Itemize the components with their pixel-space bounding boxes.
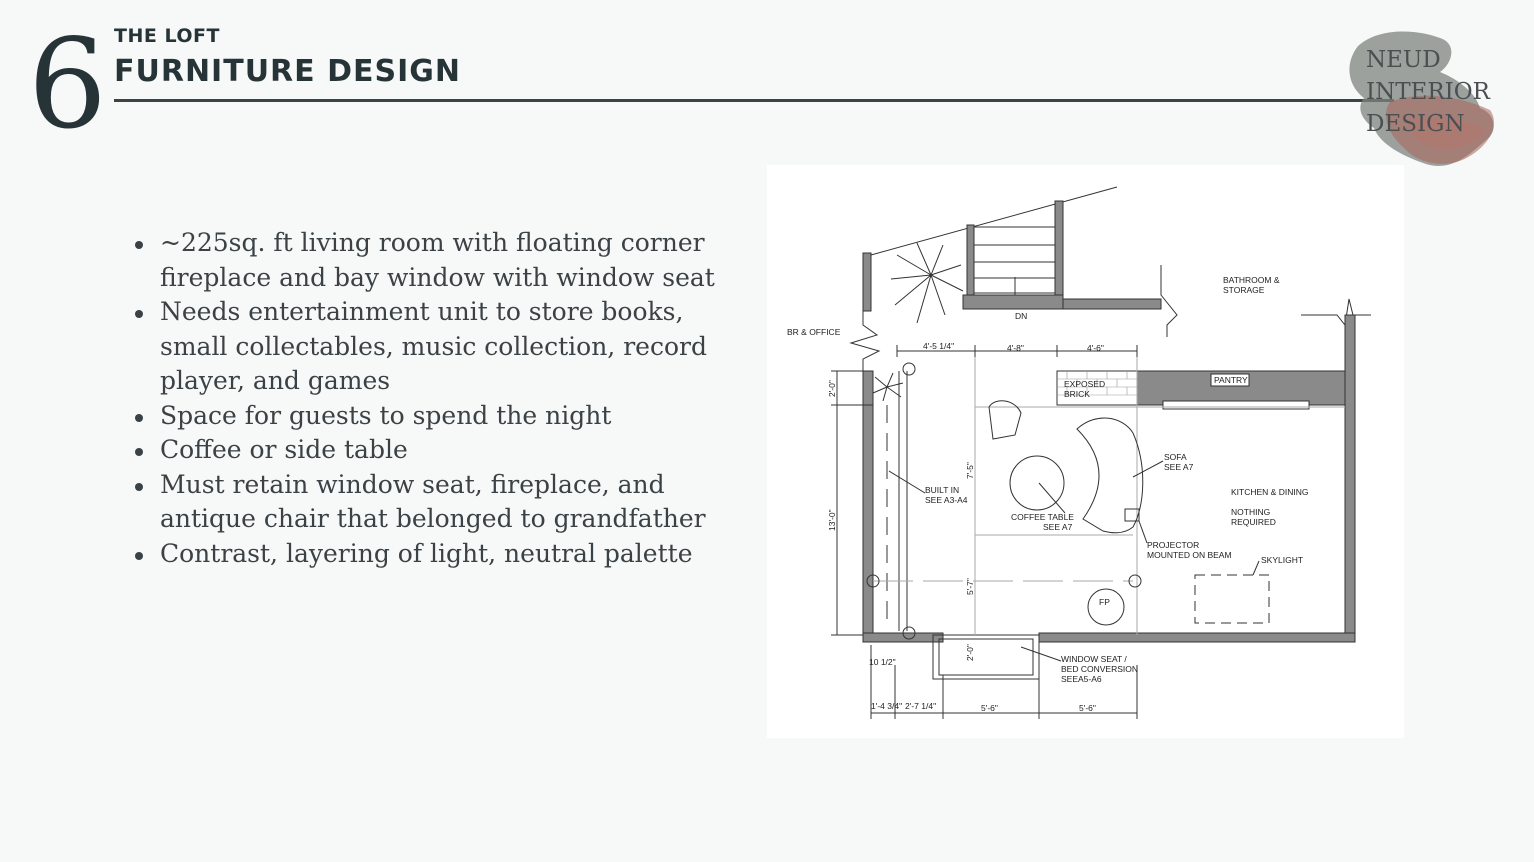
label-built-in: BUILT IN [925,485,960,495]
bullet-dot-icon [135,483,143,491]
label-nothing-required: REQUIRED [1231,517,1276,527]
list-item [130,537,720,572]
dimension-label: 13'-0" [827,509,837,531]
dimension-label: 2'-0" [827,380,837,397]
label-built-in: SEE A3-A4 [925,495,968,505]
label-br-office: BR & OFFICE [787,327,841,337]
bullet-dot-icon [135,241,143,249]
label-fp: FP [1099,597,1110,607]
label-nothing-required: NOTHING [1231,507,1271,517]
label-sofa: SEE A7 [1164,462,1194,472]
dimension-label: 5'-6" [981,703,998,713]
logo-line-3: DESIGN [1366,111,1465,137]
section-eyebrow: THE LOFT [114,25,220,47]
dimension-label: 2'-7 1/4" [905,701,937,711]
dimension-label: 10 1/2" [869,657,896,667]
list-item-text: Space for guests to spend the night [160,400,612,430]
dimension-label: 5'-7" [965,578,975,595]
label-coffee-table: COFFEE TABLE [1011,512,1074,522]
list-item [130,295,720,399]
label-pantry: PANTRY [1214,375,1248,385]
list-item-text: Contrast, layering of light, neutral palette [160,538,693,568]
dimension-label: 1'-4 3/4" [871,701,903,711]
title-divider [114,99,1394,102]
list-item [130,399,720,434]
page-title: FURNITURE DESIGN [114,54,461,89]
label-dn: DN [1015,311,1028,321]
label-skylight: SKYLIGHT [1261,555,1304,565]
logo-wordmark [1366,44,1490,140]
page-number: 6 [28,13,107,157]
label-window-seat: BED CONVERSION [1061,664,1138,674]
bullet-dot-icon [135,414,143,422]
label-exposed-brick: EXPOSED [1064,379,1106,389]
bullet-dot-icon [135,310,143,318]
list-item-text: ~225sq. ft living room with floating corner fireplace and bay window with window seat [160,228,715,292]
dimension-label: 4'-8" [1007,343,1024,353]
floor-plan-drawing [767,165,1404,738]
list-item-text: Needs entertainment unit to store books, small collectables, music collection, record player, and games [160,297,707,395]
dimension-label: 4'-6" [1087,343,1104,353]
requirements-list [130,226,720,571]
dimension-label: 7'-5" [965,462,975,479]
label-window-seat: SEEA5-A6 [1061,674,1102,684]
dimension-label: 5'-6" [1079,703,1096,713]
label-bathroom-storage: BATHROOM & [1223,275,1280,285]
floor-plan-card [767,165,1404,738]
label-projector: PROJECTOR [1147,540,1200,550]
list-item [130,226,720,295]
label-exposed-brick: BRICK [1064,389,1090,399]
list-item-text: Coffee or side table [160,435,408,464]
list-item [130,468,720,537]
label-bathroom-storage: STORAGE [1223,285,1265,295]
logo-line-1: NEUD [1366,47,1441,73]
label-window-seat: WINDOW SEAT / [1061,654,1127,664]
bullet-dot-icon [135,448,143,456]
list-item [130,433,720,468]
logo-line-2: INTERIOR [1366,79,1490,105]
list-item-text: Must retain window seat, fireplace, and antique chair that belonged to grandfather [160,469,706,533]
label-coffee-table: SEE A7 [1043,522,1073,532]
bullet-dot-icon [135,552,143,560]
dimension-label: 4'-5 1/4" [923,341,955,351]
label-sofa: SOFA [1164,452,1187,462]
dimension-label: 2'-0" [965,644,975,661]
label-kitchen-dining: KITCHEN & DINING [1231,487,1309,497]
label-projector: MOUNTED ON BEAM [1147,550,1232,560]
